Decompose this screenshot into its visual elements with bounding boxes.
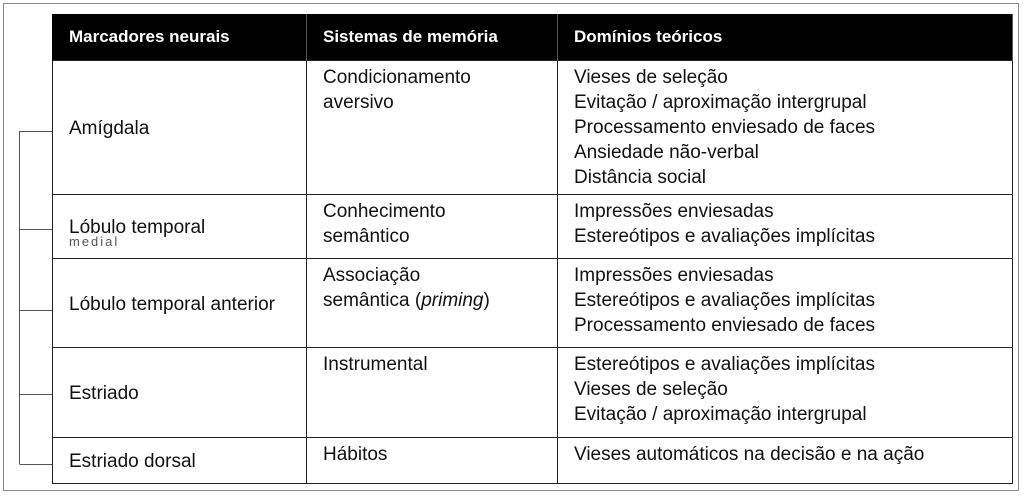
marker-cell	[53, 259, 307, 348]
header-theoretical-domains: Domínios teóricos	[558, 14, 1013, 61]
memory-line: semântico	[323, 226, 410, 247]
marker-label: Estriado	[69, 383, 139, 404]
memory-cell	[307, 195, 558, 259]
table-row	[53, 259, 1013, 348]
marker-label: Amígdala	[69, 118, 150, 139]
domains-cell	[558, 195, 1013, 259]
table-header	[53, 14, 1013, 61]
domains-cell	[558, 259, 1013, 348]
domain-item: Estereótipos e avaliações implícitas	[574, 290, 875, 311]
data-table	[52, 14, 1013, 484]
marker-cell	[53, 438, 307, 484]
domains-cell	[558, 438, 1013, 484]
memory-text: )	[483, 290, 490, 311]
marker-label-clipped: medial	[69, 234, 120, 249]
memory-cell	[307, 61, 558, 195]
memory-line: aversivo	[323, 92, 394, 113]
header-memory-systems: Sistemas de memória	[307, 14, 558, 61]
domain-item: Impressões enviesadas	[574, 265, 774, 286]
memory-line: Associação	[323, 265, 421, 286]
domain-item: Distância social	[574, 167, 706, 188]
memory-cell	[307, 348, 558, 438]
marker-label: Lóbulo temporal	[69, 217, 206, 238]
table-row	[53, 348, 1013, 438]
marker-cell	[53, 61, 307, 195]
marker-label: Estriado dorsal	[69, 451, 196, 472]
marker-label: Lóbulo temporal anterior	[69, 293, 275, 315]
domain-item: Processamento enviesado de faces	[574, 315, 876, 336]
header-neural-markers: Marcadores neurais	[53, 14, 307, 61]
memory-line	[323, 288, 543, 313]
table-row	[53, 195, 1013, 259]
domain-item: Evitação / aproximação intergrupal	[574, 92, 867, 113]
memory-cell	[307, 259, 558, 348]
memory-line: Hábitos	[323, 444, 388, 465]
memory-line: Conhecimento	[323, 201, 446, 222]
memory-line: Instrumental	[323, 354, 428, 375]
domain-item: Estereótipos e avaliações implícitas	[574, 226, 875, 247]
domains-cell	[558, 61, 1013, 195]
domain-item: Impressões enviesadas	[574, 201, 774, 222]
domain-item: Vieses de seleção	[574, 67, 728, 88]
domain-item: Evitação / aproximação intergrupal	[574, 404, 867, 425]
domain-item: Processamento enviesado de faces	[574, 117, 876, 138]
memory-cell	[307, 438, 558, 484]
marker-cell	[53, 195, 307, 259]
memory-line: Condicionamento	[323, 67, 471, 88]
marker-cell	[53, 348, 307, 438]
domain-item: Ansiedade não-verbal	[574, 142, 759, 163]
memory-italic-term: priming	[421, 290, 484, 311]
domain-item: Vieses de seleção	[574, 379, 728, 400]
memory-text: semântica (	[323, 290, 422, 311]
tree-bracket	[0, 0, 60, 496]
table-row	[53, 438, 1013, 484]
table-row	[53, 61, 1013, 195]
domains-cell	[558, 348, 1013, 438]
domain-item: Estereótipos e avaliações implícitas	[574, 354, 875, 375]
domain-item: Vieses automáticos na decisão e na ação	[574, 444, 925, 465]
